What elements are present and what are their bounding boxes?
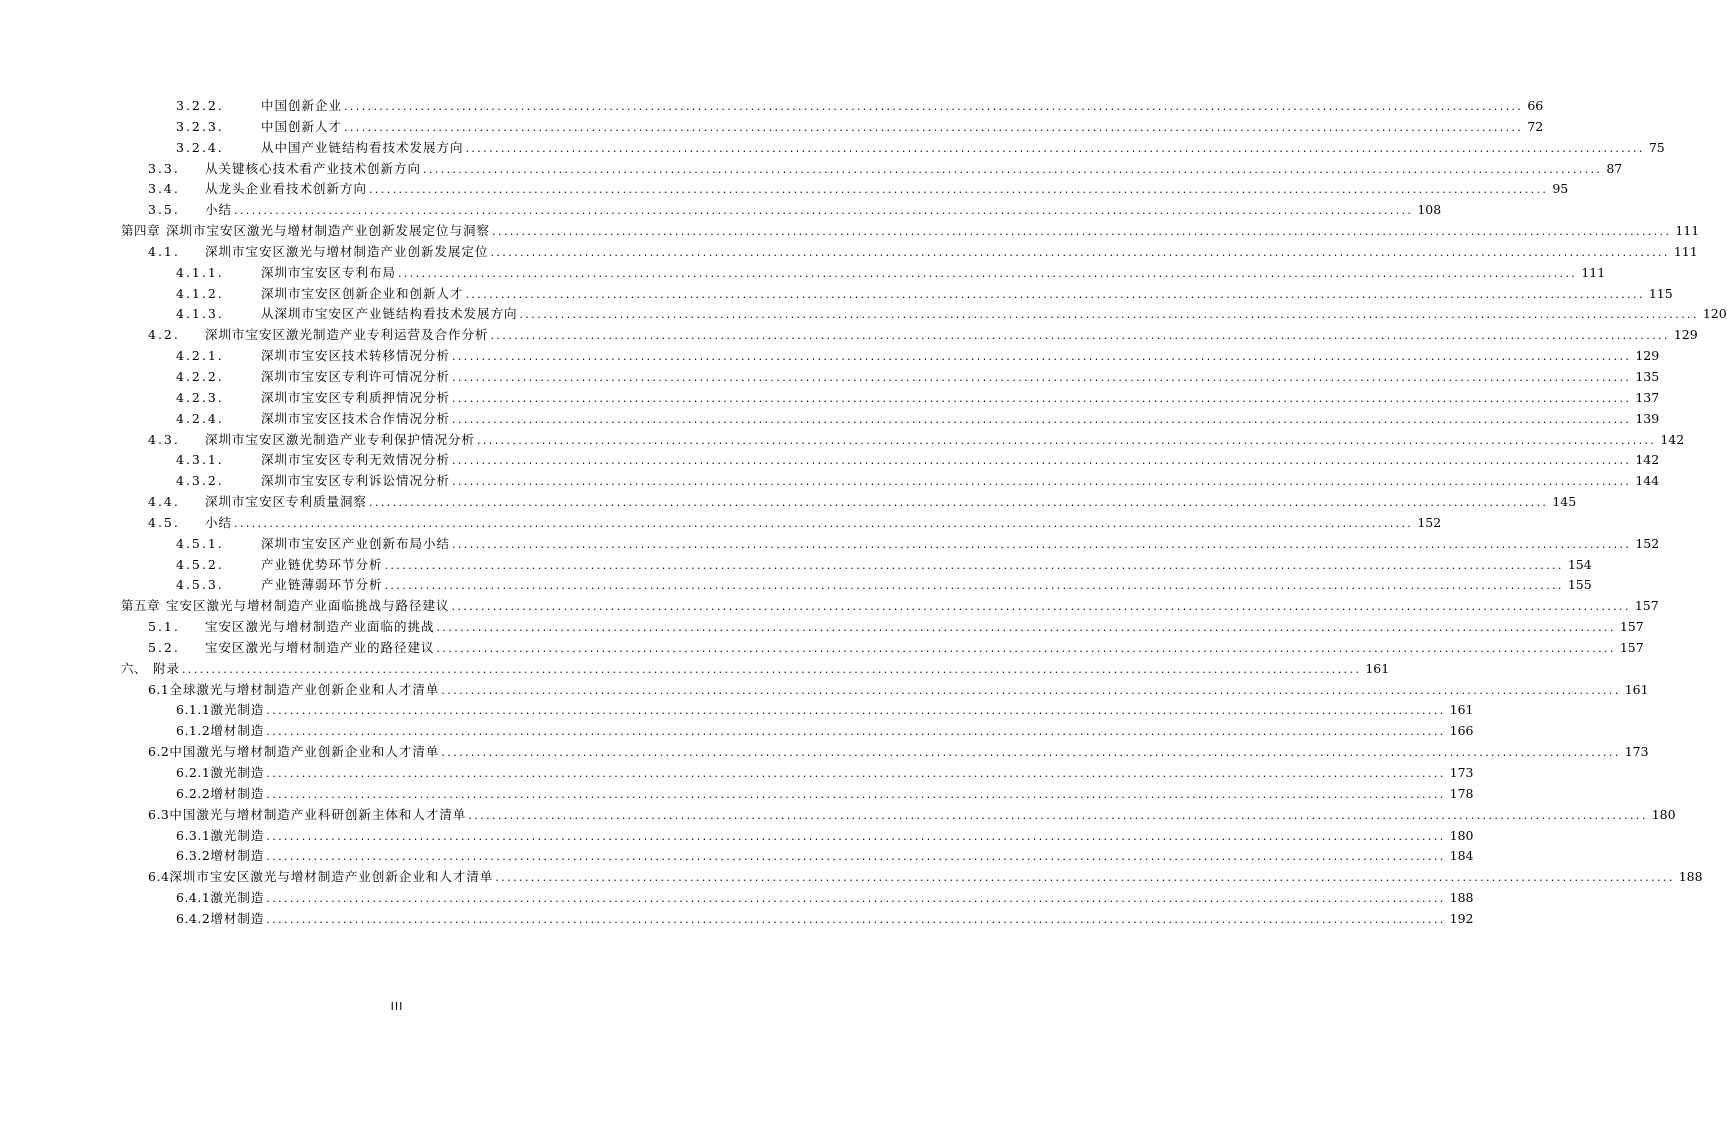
toc-entry-number: 6.1.2 bbox=[176, 723, 211, 739]
toc-entry-number: 4.2.3. bbox=[176, 389, 224, 405]
toc-entry-number: 6.4.1 bbox=[176, 890, 211, 906]
toc-dot-leader: ........................................................................................................................................................................................................ bbox=[384, 558, 1564, 572]
toc-entry-number: 3.2.2. bbox=[176, 98, 224, 113]
toc-entry-page: 111 bbox=[1675, 223, 1700, 239]
toc-entry-title: 深圳市宝安区专利许可情况分析 bbox=[261, 368, 451, 384]
toc-entry[interactable] bbox=[0, 909, 1474, 930]
toc-entry[interactable] bbox=[0, 263, 1606, 284]
toc-entry-page: 144 bbox=[1635, 473, 1660, 489]
toc-dot-leader: ........................................................................................................................................................................................................ bbox=[441, 746, 1621, 760]
toc-entry-number: 第五章 bbox=[121, 598, 161, 614]
toc-entry[interactable] bbox=[0, 159, 1623, 180]
toc-dot-leader: ........................................................................................................................................................................................................ bbox=[452, 454, 1632, 468]
toc-entry[interactable] bbox=[0, 430, 1685, 451]
toc-entry-title: 中国创新企业 bbox=[261, 98, 343, 113]
toc-entry-page: 157 bbox=[1634, 598, 1659, 614]
toc-entry-title: 激光制造 bbox=[210, 702, 265, 718]
toc-entry-title: 深圳市宝安区专利布局 bbox=[261, 264, 397, 280]
toc-dot-leader: ........................................................................................................................................................................................................ bbox=[266, 725, 1446, 739]
toc-entry-number: 4.2.1. bbox=[176, 348, 224, 364]
toc-entry-title: 增材制造 bbox=[210, 848, 265, 864]
toc-entry-title: 深圳市宝安区激光与增材制造产业创新企业和人才清单 bbox=[169, 869, 494, 885]
toc-entry[interactable] bbox=[0, 721, 1474, 742]
toc-entry-page: 87 bbox=[1606, 160, 1623, 176]
toc-entry-title: 从中国产业链结构看技术发展方向 bbox=[261, 139, 464, 155]
toc-entry-page: 152 bbox=[1635, 535, 1660, 551]
toc-entry-page: 188 bbox=[1678, 869, 1703, 885]
toc-entry-page: 66 bbox=[1527, 98, 1544, 113]
toc-dot-leader: ........................................................................................................................................................................................................ bbox=[436, 641, 1616, 655]
toc-entry[interactable] bbox=[0, 534, 1660, 555]
toc-entry-title: 深圳市宝安区激光与增材制造产业创新发展定位与洞察 bbox=[166, 223, 491, 239]
toc-entry-title: 中国激光与增材制造产业科研创新主体和人才清单 bbox=[169, 806, 467, 822]
toc-entry-title: 深圳市宝安区激光与增材制造产业创新发展定位 bbox=[205, 243, 489, 259]
toc-entry-number: 6.1.1 bbox=[176, 702, 211, 718]
toc-entry[interactable] bbox=[0, 346, 1660, 367]
toc-entry-title: 增材制造 bbox=[210, 723, 265, 739]
toc-dot-leader: ........................................................................................................................................................................................................ bbox=[452, 475, 1632, 489]
toc-dot-leader: ........................................................................................................................................................................................................ bbox=[266, 767, 1446, 780]
toc-entry-page: 188 bbox=[1449, 890, 1474, 906]
toc-entry-title: 从龙头企业看技术创新方向 bbox=[205, 181, 368, 197]
toc-entry-page: 142 bbox=[1660, 431, 1685, 447]
toc-entry-number: 4.1.2. bbox=[176, 285, 224, 301]
toc-entry-title: 宝安区激光与增材制造产业的路径建议 bbox=[205, 639, 435, 655]
toc-entry-number: 6.3.1 bbox=[176, 827, 211, 843]
toc-entry-page: 166 bbox=[1449, 723, 1474, 739]
toc-dot-leader: ........................................................................................................................................................................................................ bbox=[436, 621, 1616, 635]
toc-entry-title: 从深圳市宝安区产业链结构看技术发展方向 bbox=[261, 306, 518, 322]
toc-dot-leader: ........................................................................................................................................................................................................ bbox=[451, 600, 1631, 614]
toc-entry-number: 6.1 bbox=[148, 681, 170, 697]
toc-entry[interactable] bbox=[0, 367, 1660, 388]
toc-entry[interactable] bbox=[0, 659, 1390, 680]
toc-entry-number: 4.5.1. bbox=[176, 535, 224, 551]
page-number: III bbox=[390, 1000, 404, 1013]
toc-entry-page: 180 bbox=[1651, 806, 1676, 822]
toc-entry-title: 增材制造 bbox=[210, 910, 265, 926]
toc-entry-title: 产业链薄弱环节分析 bbox=[261, 577, 383, 593]
toc-entry-title: 激光制造 bbox=[210, 827, 265, 843]
toc-entry-title: 小结 bbox=[205, 202, 233, 218]
toc-dot-leader: ........................................................................................................................................................................................................ bbox=[182, 662, 1362, 676]
toc-entry-number: 3.4. bbox=[148, 181, 180, 197]
toc-entry[interactable] bbox=[0, 513, 1442, 534]
toc-entry-number: 六、 bbox=[121, 660, 148, 676]
toc-entry[interactable] bbox=[0, 409, 1660, 430]
toc-entry-number: 4.4. bbox=[148, 494, 180, 510]
toc-entry-title: 深圳市宝安区激光制造产业专利运营及合作分析 bbox=[205, 327, 489, 343]
toc-entry-page: 129 bbox=[1673, 327, 1698, 343]
toc-dot-leader: ........................................................................................................................................................................................................ bbox=[266, 829, 1446, 843]
toc-entry-title: 激光制造 bbox=[210, 765, 265, 780]
toc-entry-title: 中国激光与增材制造产业创新企业和人才清单 bbox=[169, 744, 440, 760]
toc-entry[interactable] bbox=[0, 117, 1544, 138]
toc-entry-number: 4.1.3. bbox=[176, 306, 224, 322]
toc-entry[interactable] bbox=[0, 221, 1700, 242]
toc-entry-page: 173 bbox=[1624, 744, 1649, 760]
toc-entry[interactable] bbox=[0, 138, 1665, 159]
toc-dot-leader: ........................................................................................................................................................................................................ bbox=[344, 100, 1524, 113]
toc-entry-title: 激光制造 bbox=[210, 890, 265, 906]
toc-entry-page: 161 bbox=[1449, 702, 1474, 718]
toc-entry-number: 4.3.2. bbox=[176, 473, 224, 489]
toc-entry-number: 4.2. bbox=[148, 327, 180, 343]
toc-entry-number: 5.2. bbox=[148, 639, 180, 655]
toc-entry[interactable] bbox=[0, 200, 1442, 221]
toc-entry[interactable] bbox=[0, 700, 1474, 721]
toc-entry-number: 6.3.2 bbox=[176, 848, 211, 864]
toc-entry[interactable] bbox=[0, 888, 1474, 909]
toc-entry-page: 108 bbox=[1417, 202, 1442, 218]
toc-entry[interactable] bbox=[0, 617, 1644, 638]
toc-entry-number: 5.1. bbox=[148, 619, 180, 635]
toc-entry-title: 深圳市宝安区专利无效情况分析 bbox=[261, 452, 451, 468]
toc-entry[interactable] bbox=[0, 304, 1727, 325]
toc-entry-number: 4.1.1. bbox=[176, 264, 224, 280]
toc-entry-title: 深圳市宝安区技术合作情况分析 bbox=[261, 410, 451, 426]
toc-entry-title: 宝安区激光与增材制造产业面临挑战与路径建议 bbox=[166, 598, 450, 614]
table-of-contents bbox=[0, 96, 1727, 930]
toc-entry-number: 第四章 bbox=[121, 223, 161, 239]
toc-entry-page: 139 bbox=[1635, 410, 1660, 426]
toc-entry[interactable] bbox=[0, 471, 1660, 492]
toc-dot-leader: ........................................................................................................................................................................................................ bbox=[452, 537, 1632, 551]
toc-entry-number: 4.3.1. bbox=[176, 452, 224, 468]
toc-dot-leader: ........................................................................................................................................................................................................ bbox=[468, 808, 1648, 822]
toc-dot-leader: ........................................................................................................................................................................................................ bbox=[465, 141, 1645, 155]
toc-dot-leader: ........................................................................................................................................................................................................ bbox=[266, 787, 1446, 801]
toc-dot-leader: ........................................................................................................................................................................................................ bbox=[234, 516, 1414, 530]
toc-entry-title: 宝安区激光与增材制造产业面临的挑战 bbox=[205, 619, 435, 635]
toc-entry[interactable] bbox=[0, 805, 1676, 826]
toc-entry[interactable] bbox=[0, 867, 1703, 888]
toc-dot-leader: ........................................................................................................................................................................................................ bbox=[452, 412, 1632, 426]
toc-entry-page: 75 bbox=[1648, 139, 1665, 155]
toc-entry-number: 6.4 bbox=[148, 869, 170, 885]
toc-dot-leader: ........................................................................................................................................................................................................ bbox=[452, 370, 1632, 384]
toc-entry-page: 157 bbox=[1619, 619, 1644, 635]
toc-entry-title: 深圳市宝安区专利诉讼情况分析 bbox=[261, 473, 451, 489]
toc-entry-number: 3.2.3. bbox=[176, 118, 224, 134]
toc-entry[interactable] bbox=[0, 575, 1592, 596]
toc-dot-leader: ........................................................................................................................................................................................................ bbox=[477, 433, 1657, 447]
toc-entry[interactable] bbox=[0, 846, 1474, 867]
toc-dot-leader: ........................................................................................................................................................................................................ bbox=[492, 225, 1672, 239]
toc-dot-leader: ........................................................................................................................................................................................................ bbox=[490, 245, 1670, 259]
toc-entry-page: 129 bbox=[1635, 348, 1660, 364]
toc-entry[interactable] bbox=[0, 763, 1474, 784]
toc-dot-leader: ........................................................................................................................................................................................................ bbox=[369, 496, 1549, 510]
toc-entry-title: 深圳市宝安区专利质押情况分析 bbox=[261, 389, 451, 405]
toc-entry-page: 111 bbox=[1581, 264, 1606, 280]
toc-entry[interactable] bbox=[0, 325, 1698, 346]
toc-dot-leader: ........................................................................................................................................................................................................ bbox=[266, 912, 1446, 926]
toc-entry[interactable] bbox=[0, 492, 1577, 513]
toc-entry-number: 4.5.2. bbox=[176, 556, 224, 572]
toc-entry-number: 3.3. bbox=[148, 160, 180, 176]
toc-entry[interactable] bbox=[0, 450, 1660, 471]
toc-entry-page: 155 bbox=[1567, 577, 1592, 593]
toc-dot-leader: ........................................................................................................................................................................................................ bbox=[266, 892, 1446, 906]
toc-entry-page: 135 bbox=[1635, 368, 1660, 384]
toc-entry-page: 115 bbox=[1648, 285, 1673, 301]
toc-entry-title: 深圳市宝安区专利质量洞察 bbox=[205, 494, 368, 510]
toc-entry-number: 4.2.2. bbox=[176, 368, 224, 384]
toc-entry-title: 深圳市宝安区产业创新布局小结 bbox=[261, 535, 451, 551]
toc-entry-number: 4.3. bbox=[148, 431, 180, 447]
toc-entry[interactable] bbox=[0, 388, 1660, 409]
toc-dot-leader: ........................................................................................................................................................................................................ bbox=[344, 120, 1524, 134]
toc-entry-page: 173 bbox=[1449, 765, 1474, 780]
toc-entry-page: 137 bbox=[1635, 389, 1660, 405]
toc-dot-leader: ........................................................................................................................................................................................................ bbox=[266, 704, 1446, 718]
toc-entry-title: 深圳市宝安区技术转移情况分析 bbox=[261, 348, 451, 364]
toc-entry[interactable] bbox=[0, 596, 1659, 617]
toc-entry[interactable] bbox=[0, 680, 1649, 701]
toc-entry-number: 6.3 bbox=[148, 806, 170, 822]
toc-entry-number: 4.2.4. bbox=[176, 410, 224, 426]
toc-dot-leader: ........................................................................................................................................................................................................ bbox=[441, 683, 1621, 697]
toc-entry-number: 6.2.1 bbox=[176, 765, 211, 780]
toc-entry-page: 184 bbox=[1449, 848, 1474, 864]
toc-entry-number: 4.5. bbox=[148, 514, 180, 530]
toc-entry-page: 161 bbox=[1365, 660, 1390, 676]
toc-entry[interactable] bbox=[0, 742, 1649, 763]
toc-entry-title: 深圳市宝安区激光制造产业专利保护情况分析 bbox=[205, 431, 476, 447]
toc-entry-page: 72 bbox=[1527, 118, 1544, 134]
toc-entry-number: 3.5. bbox=[148, 202, 180, 218]
toc-entry-title: 中国创新人才 bbox=[261, 118, 343, 134]
toc-entry-title: 深圳市宝安区创新企业和创新人才 bbox=[261, 285, 464, 301]
toc-entry-page: 157 bbox=[1619, 639, 1644, 655]
toc-dot-leader: ........................................................................................................................................................................................................ bbox=[266, 850, 1446, 864]
toc-entry-page: 178 bbox=[1449, 785, 1474, 801]
toc-dot-leader: ........................................................................................................................................................................................................ bbox=[369, 183, 1549, 197]
toc-entry[interactable] bbox=[0, 784, 1474, 805]
toc-entry[interactable] bbox=[0, 284, 1673, 305]
toc-entry[interactable] bbox=[0, 179, 1569, 200]
toc-entry-number: 4.1. bbox=[148, 243, 180, 259]
toc-entry-page: 161 bbox=[1624, 681, 1649, 697]
toc-entry[interactable] bbox=[0, 96, 1544, 117]
toc-dot-leader: ........................................................................................................................................................................................................ bbox=[519, 308, 1699, 322]
toc-entry[interactable] bbox=[0, 638, 1644, 659]
toc-entry-page: 192 bbox=[1449, 910, 1474, 926]
toc-entry-number: 6.2.2 bbox=[176, 785, 211, 801]
toc-dot-leader: ........................................................................................................................................................................................................ bbox=[495, 871, 1675, 885]
toc-entry-page: 180 bbox=[1449, 827, 1474, 843]
toc-entry-number: 3.2.4. bbox=[176, 139, 224, 155]
toc-entry-page: 111 bbox=[1673, 243, 1698, 259]
toc-entry[interactable] bbox=[0, 242, 1698, 263]
toc-entry[interactable] bbox=[0, 826, 1474, 847]
toc-entry-title: 产业链优势环节分析 bbox=[261, 556, 383, 572]
toc-entry-number: 6.2 bbox=[148, 744, 170, 760]
toc-entry-title: 全球激光与增材制造产业创新企业和人才清单 bbox=[169, 681, 440, 697]
toc-dot-leader: ........................................................................................................................................................................................................ bbox=[490, 329, 1670, 343]
toc-entry-page: 120 bbox=[1702, 306, 1727, 322]
toc-entry-number: 4.5.3. bbox=[176, 577, 224, 593]
toc-dot-leader: ........................................................................................................................................................................................................ bbox=[234, 204, 1414, 218]
toc-entry-title: 增材制造 bbox=[210, 785, 265, 801]
toc-entry[interactable] bbox=[0, 555, 1592, 576]
toc-entry-page: 154 bbox=[1567, 556, 1592, 572]
toc-entry-title: 附录 bbox=[153, 660, 181, 676]
toc-dot-leader: ........................................................................................................................................................................................................ bbox=[398, 266, 1578, 280]
toc-entry-number: 6.4.2 bbox=[176, 910, 211, 926]
toc-entry-page: 145 bbox=[1552, 494, 1577, 510]
toc-dot-leader: ........................................................................................................................................................................................................ bbox=[452, 391, 1632, 405]
toc-dot-leader: ........................................................................................................................................................................................................ bbox=[423, 162, 1603, 176]
toc-dot-leader: ........................................................................................................................................................................................................ bbox=[452, 350, 1632, 364]
toc-entry-title: 小结 bbox=[205, 514, 233, 530]
toc-dot-leader: ........................................................................................................................................................................................................ bbox=[465, 287, 1645, 301]
toc-entry-title: 从关键核心技术看产业技术创新方向 bbox=[205, 160, 422, 176]
toc-entry-page: 142 bbox=[1635, 452, 1660, 468]
toc-entry-page: 95 bbox=[1552, 181, 1569, 197]
toc-entry-page: 152 bbox=[1417, 514, 1442, 530]
toc-dot-leader: ........................................................................................................................................................................................................ bbox=[384, 579, 1564, 593]
